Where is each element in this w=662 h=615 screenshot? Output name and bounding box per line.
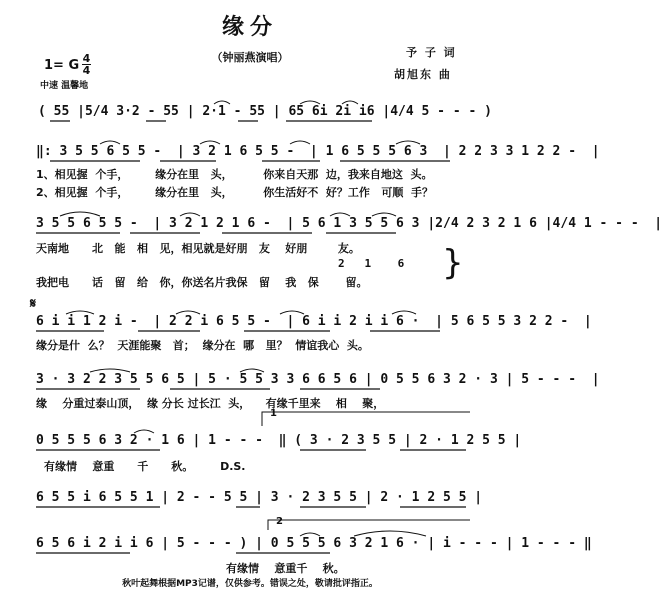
key-text: 1= G: [44, 58, 80, 73]
tie-arc: [354, 531, 426, 536]
tie-arc: [300, 533, 320, 536]
time-bottom: 4: [82, 64, 91, 77]
tie-arc: [342, 101, 358, 104]
lyric-line-6: 有缘情 意重 千 秋。 D.S.: [44, 460, 246, 473]
notation-line-5: 3 · 3 2 2 3 5 5 6 5 | 5 · 5 5 3 3 6 6 5 6 | 0 5 5 6 3 2 · 3 | 5 - - - |: [36, 372, 600, 387]
tie-arc: [60, 212, 100, 216]
tie-arc: [330, 213, 350, 216]
segno-sign: 𝄋: [30, 296, 37, 312]
lyric-line-3-verse-2: 我把电 话 留 给 你，你送名片我保 留 我 保 留。: [36, 276, 368, 289]
verse-brace: }: [442, 243, 464, 283]
tie-arc: [66, 311, 94, 314]
lyric-line-8: 有缘情 意重千 秋。: [226, 562, 345, 575]
tie-arc: [300, 101, 320, 104]
volta-2-bracket: [268, 520, 470, 530]
composer-credit: 胡旭东 曲: [394, 68, 452, 81]
volta-1-label: 1: [270, 408, 277, 419]
tie-arc: [134, 430, 154, 433]
lyric-line-2-verse-2: 2、相见握 个手， 缘分在里 头， 你生活好不 好？工作 可顺 手？: [36, 186, 434, 199]
tie-arc: [290, 141, 310, 144]
singer-label: （钟丽燕演唱）: [211, 51, 289, 64]
volta-2-label: 2: [276, 516, 283, 527]
notation-line-8: 6 5 6 i 2 i i 6 | 5 - - - ) | 0 5 5 5 6 3 2 1 6 · | i - - - | 1 - - - ‖: [36, 536, 592, 551]
notation-line-6: 0 5 5 5 6 3 2 · 1 6 | 1 - - - ‖ ( 3 · 2 3 5 5 | 2 · 1 2 5 5 |: [36, 433, 522, 448]
tie-arc: [90, 369, 130, 372]
tie-arc: [214, 101, 230, 104]
lyricist-credit: 予 子 词: [406, 46, 457, 59]
notation-line-4: 6 i i 1 2 i - | 2 2 i 6 5 5 - | 6 i i 2 i i 6 · | 5 6 5 5 3 2 2 - |: [36, 314, 592, 329]
lyric-line-3-verse-1: 天南地 北 能 相 见，相见就是好朋 友 好朋 友。: [36, 242, 360, 255]
lyric-line-4: 缘分是什 么？ 天涯能聚 首； 缘分在 哪 里？ 情谊我心 头。: [36, 339, 369, 352]
tie-arc: [392, 311, 416, 314]
tie-arc: [176, 311, 200, 314]
notation-line-2: ‖: 3 5 5 6 5 5 - | 3 2 1 6 5 5 - | 1 6 5 5 5 6 3 | 2 2 3 3 1 2 2 - |: [36, 144, 600, 159]
notation-line-7: 6 5 5 i 6 5 5 1 | 2 - - 5 5 | 3 · 2 3 5 5 | 2 · 1 2 5 5 |: [36, 490, 483, 505]
tie-arc: [372, 213, 396, 216]
volta-1-bracket: [262, 412, 470, 426]
song-title: 缘分: [221, 15, 278, 40]
lyric-line-5: 缘 分重过泰山顶， 缘 分长 过长江 头， 有缘千里来 相 聚，: [36, 397, 385, 410]
tie-arc: [240, 369, 264, 372]
lyric-line-2-verse-1: 1、相见握 个手， 缘分在里 头， 你来自天那 边，我来自地这 头。: [36, 168, 433, 181]
time-top: 4: [82, 52, 91, 65]
tie-arc: [200, 141, 220, 144]
tie-arc: [396, 141, 420, 144]
tempo-marking: 中速 温馨地: [40, 81, 89, 91]
notation-line-1: ( 55 |5/4 3·2 - 55 | 2·1 - 55 | 65 6i 2i i6 |4/4 5 - - - ): [38, 104, 492, 119]
notation-line-3: 3 5 5 6 5 5 - | 3 2 1 2 1 6 - | 5 6 1 3 5 5 6 3 |2/4 2 3 2 1 6 |4/4 1 - - - |: [36, 216, 662, 231]
tie-arc: [100, 141, 120, 144]
tie-arc: [280, 311, 304, 314]
footer-note: 秋叶起舞根据MP3记谱，仅供参考。错误之处，敬请批评指正。: [122, 579, 378, 589]
tie-arc: [180, 213, 200, 216]
alt-small-notes: 2 1 6: [338, 257, 405, 270]
